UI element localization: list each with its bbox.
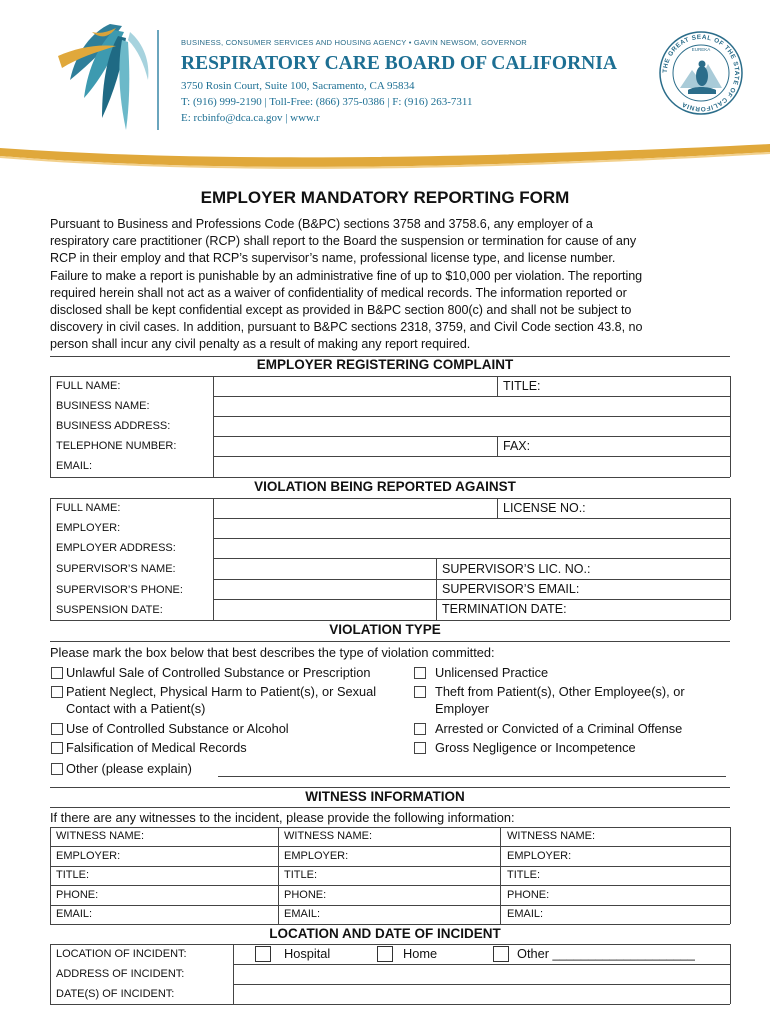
- witness-rule: [50, 827, 51, 924]
- intro-line: Pursuant to Business and Professions Code (B&PC) sections 3758 and 3758.6, any employer of a: [50, 217, 593, 231]
- witness-rule: [50, 807, 730, 808]
- witness-instruction: If there are any witnesses to the incident, please provide the following information:: [50, 810, 515, 825]
- witness-rule: [730, 827, 731, 924]
- witness-rule: [500, 827, 501, 924]
- incident-dates-field[interactable]: [234, 985, 728, 1003]
- intro-line: required herein shall not act as a waiver of confidentiality of medical records. The information reported or: [50, 285, 627, 300]
- witness-rule: [50, 846, 730, 847]
- employer-rule: [497, 436, 498, 456]
- option-other: Other (please explain): [66, 761, 192, 776]
- option-other-location: Other ____________________: [517, 946, 695, 961]
- employer-full-name-field[interactable]: [214, 377, 496, 395]
- business-name-field[interactable]: [214, 397, 728, 415]
- option-patient-neglect: Patient Neglect, Physical Harm to Patient(s), or Sexual: [66, 684, 377, 699]
- supervisor-email-label: SUPERVISOR’S EMAIL:: [442, 582, 580, 596]
- intro-line: discovery in civil cases. In addition, pursuant to B&PC sections 2318, 3759, and Civil Code section 43.8, no: [50, 320, 643, 335]
- employer-title-field[interactable]: [560, 377, 728, 395]
- location-rule: [50, 944, 730, 945]
- witness1-title-label: TITLE:: [56, 869, 90, 881]
- suspension-date-label: SUSPENSION DATE:: [56, 604, 163, 616]
- witness3-phone-label: PHONE:: [507, 889, 550, 901]
- intro-line: Failure to make a report is punishable by an administrative fine of up to $10,000 per violation. The reporting: [50, 268, 643, 283]
- intro-line: respiratory care practitioner (RCP) shall report to the Board the suspension or termination for cause of any: [50, 234, 637, 249]
- violation-rule: [730, 498, 731, 620]
- option-arrested: Arrested or Convicted of a Criminal Offense: [435, 721, 683, 736]
- violation-type-rule: [50, 641, 730, 642]
- supervisor-name-field[interactable]: [214, 559, 435, 578]
- rcb-logo: [52, 22, 152, 134]
- telephone-label: TELEPHONE NUMBER:: [56, 440, 177, 452]
- supervisor-lic-field[interactable]: [610, 559, 728, 578]
- location-label: LOCATION OF INCIDENT:: [56, 948, 187, 960]
- option-hospital: Hospital: [284, 946, 331, 961]
- violation-section-title: VIOLATION BEING REPORTED AGAINST: [254, 479, 516, 494]
- option-gross-negligence: Gross Negligence or Incompetence: [435, 740, 636, 755]
- witness2-employer-label: EMPLOYER:: [284, 850, 349, 862]
- checkbox-gross-negligence[interactable]: [414, 742, 426, 754]
- supervisor-name-label: SUPERVISOR’S NAME:: [56, 563, 176, 575]
- location-rule: [50, 944, 51, 1004]
- intro-line: RCP in their employ and that RCP’s supervisor’s name, professional license type, and license number.: [50, 251, 616, 266]
- supervisor-email-field[interactable]: [600, 580, 728, 598]
- checkbox-home[interactable]: [377, 946, 393, 962]
- incident-address-label: ADDRESS OF INCIDENT:: [56, 968, 185, 980]
- witness2-phone-label: PHONE:: [284, 889, 327, 901]
- option-controlled-substance-use: Use of Controlled Substance or Alcohol: [66, 721, 289, 736]
- intro-line: disclosed shall be kept confidential except as provided in B&PC section 800(c) and shall not be subject to: [50, 303, 632, 318]
- checkbox-other[interactable]: [51, 763, 63, 775]
- seal-motto: EUREKA: [691, 47, 711, 52]
- witness2-email-label: EMAIL:: [284, 908, 321, 920]
- violation-type-title: VIOLATION TYPE: [329, 622, 441, 637]
- location-rule: [730, 944, 731, 1004]
- location-rule: [50, 1004, 730, 1005]
- fax-label: FAX:: [503, 439, 531, 453]
- violator-full-name-field[interactable]: [214, 499, 496, 517]
- telephone-field[interactable]: [214, 437, 496, 455]
- witness-rule: [278, 827, 279, 924]
- employer-title-label: TITLE:: [503, 379, 541, 393]
- employer-full-name-label: FULL NAME:: [56, 380, 121, 392]
- witness2-title-label: TITLE:: [284, 869, 318, 881]
- board-name: RESPIRATORY CARE BOARD OF CALIFORNIA: [181, 53, 617, 74]
- seal-ring-text: THE GREAT SEAL OF THE STATE OF CALIFORNIA: [661, 33, 741, 113]
- checkbox-theft[interactable]: [414, 686, 426, 698]
- form-title: EMPLOYER MANDATORY REPORTING FORM: [200, 188, 570, 207]
- header-divider: [157, 30, 159, 130]
- witness-rule: [50, 924, 730, 925]
- checkbox-patient-neglect[interactable]: [51, 686, 63, 698]
- option-home: Home: [403, 946, 438, 961]
- checkbox-falsification[interactable]: [51, 742, 63, 754]
- witness1-phone-label: PHONE:: [56, 889, 99, 901]
- violation-bottom-rule: [50, 620, 730, 621]
- option-unlawful-sale: Unlawful Sale of Controlled Substance or Prescription: [66, 665, 371, 680]
- violator-employer-address-field[interactable]: [214, 539, 728, 557]
- checkbox-arrested[interactable]: [414, 723, 426, 735]
- agency-line: BUSINESS, CONSUMER SERVICES AND HOUSING AGENCY • GAVIN NEWSOM, GOVERNOR: [181, 38, 527, 47]
- witness3-employer-label: EMPLOYER:: [507, 850, 572, 862]
- license-no-field[interactable]: [600, 499, 728, 517]
- business-name-label: BUSINESS NAME:: [56, 400, 150, 412]
- business-address-label: BUSINESS ADDRESS:: [56, 420, 171, 432]
- witness-rule: [50, 866, 730, 867]
- supervisor-phone-label: SUPERVISOR’S PHONE:: [56, 584, 183, 596]
- intro-paragraph: [50, 216, 730, 354]
- witness1-employer-label: EMPLOYER:: [56, 850, 121, 862]
- location-section-title: LOCATION AND DATE OF INCIDENT: [269, 926, 501, 941]
- employer-rule: [497, 376, 498, 396]
- witness1-name-label: WITNESS NAME:: [56, 830, 145, 842]
- employer-email-label: EMAIL:: [56, 460, 93, 472]
- violation-rule: [436, 558, 437, 620]
- board-address: 3750 Rosin Court, Suite 100, Sacramento, CA 95834: [181, 80, 415, 92]
- witness-top-rule: [50, 787, 730, 788]
- incident-address-field[interactable]: [234, 965, 728, 983]
- checkbox-unlawful-sale[interactable]: [51, 667, 63, 679]
- employer-rule: [730, 376, 731, 477]
- suspension-date-field[interactable]: [214, 600, 435, 619]
- witness1-email-label: EMAIL:: [56, 908, 93, 920]
- violator-employer-address-label: EMPLOYER ADDRESS:: [56, 542, 176, 554]
- state-seal: [658, 30, 744, 116]
- checkbox-controlled-substance-use[interactable]: [51, 723, 63, 735]
- header-swoosh: [0, 140, 770, 174]
- witness3-title-label: TITLE:: [507, 869, 541, 881]
- supervisor-phone-field[interactable]: [214, 580, 435, 598]
- employer-email-field[interactable]: [214, 457, 728, 475]
- witness3-name-label: WITNESS NAME:: [507, 830, 596, 842]
- witness-rule: [50, 885, 730, 886]
- employer-bottom-rule: [50, 477, 730, 478]
- employer-rule: [50, 376, 51, 477]
- violation-rule: [497, 498, 498, 518]
- violation-type-instruction: Please mark the box below that best describes the type of violation committed:: [50, 645, 495, 660]
- checkbox-hospital[interactable]: [255, 946, 271, 962]
- option-falsification: Falsification of Medical Records: [66, 740, 247, 755]
- witness-rule: [50, 905, 730, 906]
- employer-section-title: EMPLOYER REGISTERING COMPLAINT: [256, 357, 514, 372]
- option-unlicensed-practice: Unlicensed Practice: [435, 665, 549, 680]
- witness-section-title: WITNESS INFORMATION: [305, 789, 465, 804]
- intro-line: person shall incur any civil penalty as a result of making any report required.: [50, 337, 471, 352]
- board-email-web: E: rcbinfo@dca.ca.gov | www.r: [181, 112, 320, 124]
- violator-employer-field[interactable]: [214, 519, 728, 537]
- board-phones: T: (916) 999-2190 | Toll-Free: (866) 375-0386 | F: (916) 263-7311: [181, 96, 473, 108]
- fax-field[interactable]: [540, 437, 728, 455]
- other-explain-line[interactable]: [218, 776, 726, 777]
- option-theft-cont: Employer: [435, 701, 490, 716]
- checkbox-other-location[interactable]: [493, 946, 509, 962]
- business-address-field[interactable]: [214, 417, 728, 435]
- witness-rule: [50, 827, 730, 828]
- violator-employer-label: EMPLOYER:: [56, 522, 121, 534]
- violator-full-name-label: FULL NAME:: [56, 502, 121, 514]
- violation-rule: [50, 498, 51, 620]
- option-patient-neglect-cont: Contact with a Patient(s): [66, 701, 206, 716]
- option-theft: Theft from Patient(s), Other Employee(s), or: [435, 684, 685, 699]
- license-no-label: LICENSE NO.:: [503, 501, 586, 515]
- witness3-email-label: EMAIL:: [507, 908, 544, 920]
- checkbox-unlicensed-practice[interactable]: [414, 667, 426, 679]
- termination-date-label: TERMINATION DATE:: [442, 602, 567, 616]
- incident-dates-label: DATE(S) OF INCIDENT:: [56, 988, 175, 1000]
- termination-date-field[interactable]: [590, 600, 728, 619]
- witness2-name-label: WITNESS NAME:: [284, 830, 373, 842]
- supervisor-lic-label: SUPERVISOR’S LIC. NO.:: [442, 562, 591, 576]
